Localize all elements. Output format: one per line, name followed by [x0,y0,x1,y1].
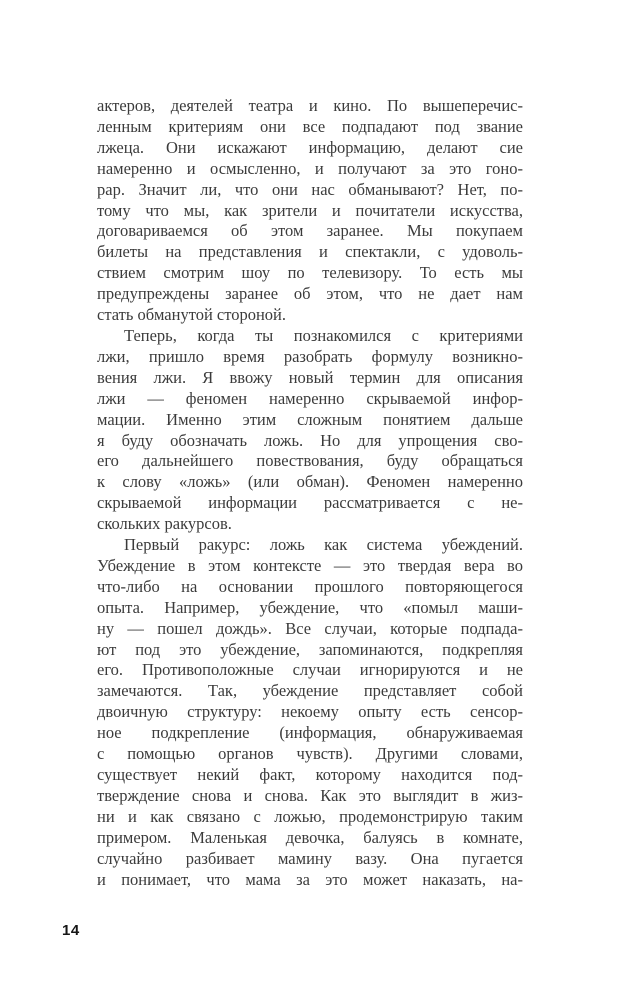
text-line: с помощью органов чувств). Другими словами, [97,744,523,764]
text-line: мации. Именно этим сложным понятием дальше [97,409,523,429]
text-line: тому что мы, как зрители и почитатели искусства, [97,200,523,220]
text-line: двоичную структуру: некоему опыту есть сенсор- [97,702,523,722]
text-line: к слову «ложь» (или обман). Феномен намеренно [97,472,523,492]
page-number: 14 [62,922,80,939]
text-line: его дальнейшего повествования, буду обращаться [97,451,523,471]
text-line: билеты на представления и спектакли, с удоволь- [97,242,523,262]
text-line: опыта. Например, убеждение, что «помыл маши- [97,597,523,617]
text-line: рар. Значит ли, что они нас обманывают? Нет, по- [97,179,523,199]
text-line: лжеца. Они искажают информацию, делают сие [97,137,523,157]
paragraph [97,326,523,535]
text-line: лжи — феномен намеренно скрываемой инфор- [97,388,523,408]
text-line: ни и как связано с ложью, продемонстрирую таким [97,806,523,826]
text-line: случайно разбивает мамину вазу. Она пугается [97,848,523,868]
text-line: актеров, деятелей театра и кино. По вышеперечис- [97,96,523,115]
text-line: примером. Маленькая девочка, балуясь в комнате, [97,827,523,847]
text-line: ют под это убеждение, запоминаются, подкрепляя [97,639,523,659]
text-line: Теперь, когда ты познакомился с критериями [124,325,523,345]
text-line: что-либо на основании прошлого повторяющегося [97,576,523,596]
text-line: ленным критериям они все подпадают под звание [97,116,523,136]
text-line: ну — пошел дождь». Все случаи, которые подпада- [97,618,523,638]
text-line: предупреждены заранее об этом, что не дает нам [97,284,523,304]
text-line: скрываемой информации рассматривается с не- [97,493,523,513]
paragraph [97,535,523,890]
text-line: стать обманутой стороной. [97,305,287,325]
body-text [97,96,523,890]
text-line: я буду обозначать ложь. Но для упрощения сво- [97,430,523,450]
text-line: Первый ракурс: ложь как система убеждений. [124,535,523,555]
text-line: существует некий факт, которому находится под- [97,765,523,784]
text-line: замечаются. Так, убеждение представляет собой [97,681,523,701]
text-line: ное подкрепление (информация, обнаруживаемая [97,723,523,743]
paragraph [97,96,523,326]
text-line: вения лжи. Я ввожу новый термин для описания [97,367,523,387]
text-line: намеренно и осмысленно, и получают за это гоно- [97,158,523,178]
text-line: и понимает, что мама за это может наказать, на- [97,869,523,889]
text-line: скольких ракурсов. [97,514,232,534]
text-line: лжи, пришло время разобрать формулу возникно- [97,346,523,366]
text-line: тверждение снова и снова. Как это выглядит в жиз- [97,785,523,805]
text-line: ствием смотрим шоу по телевизору. То есть мы [97,263,523,283]
text-line: Убеждение в этом контексте — это твердая вера во [97,555,523,575]
text-line: его. Противоположные случаи игнорируются и не [97,660,523,680]
text-line: договариваемся об этом заранее. Мы покупаем [97,221,523,241]
